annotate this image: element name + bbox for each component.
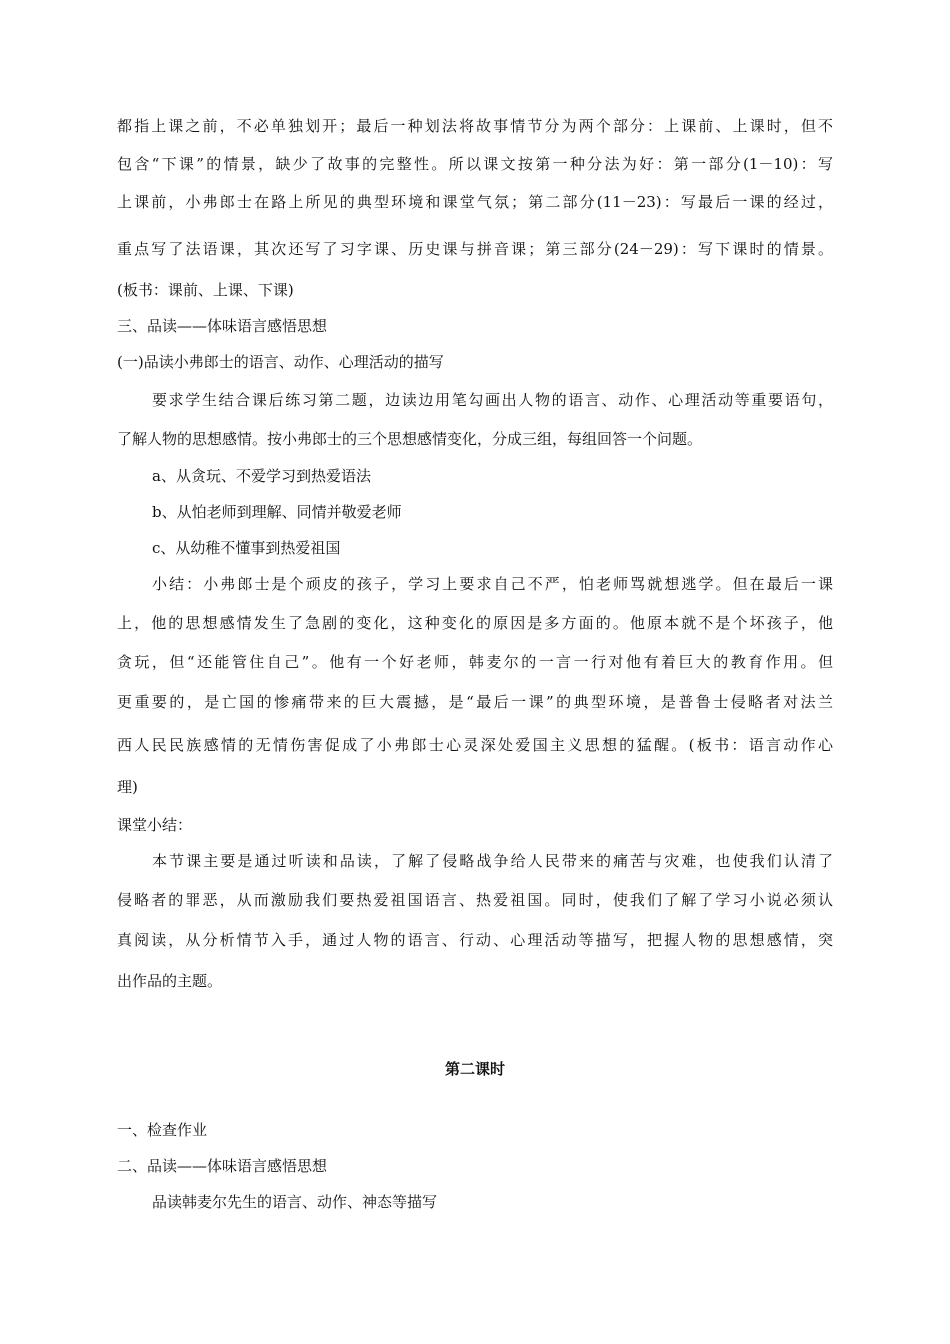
board-note-1: (板书：课前、上课、下课) [117, 281, 294, 299]
class-summary-line-3: 真阅读，从分析情节入手，通过人物的语言、行动、心理活动等描写，把握人物的思想感情，突 [117, 931, 833, 949]
section-heading-3: 三、品读——体味语言感悟思想 [117, 317, 328, 335]
class-summary-label: 课堂小结： [117, 816, 193, 834]
subsection-heading-1: (一)品读小弗郎士的语言、动作、心理活动的描写 [117, 353, 444, 371]
para1-line-2: 包含“下课”的情景，缺少了故事的完整性。所以课文按第一种分法为好：第一部分(1－10)：写 [117, 155, 833, 173]
summary-line-1: 小结：小弗郎士是个顽皮的孩子，学习上要求自己不严，怕老师骂就想逃学。但在最后一课 [152, 575, 833, 593]
para1-line-4: 重点写了法语课，其次还写了习字课、历史课与拼音课；第三部分(24－29)：写下课时的情景。 [117, 240, 833, 258]
class-summary-line-4: 出作品的主题。 [117, 972, 223, 990]
para2-line-2: 了解人物的思想感情。按小弗郎士的三个思想感情变化，分成三组，每组回答一个问题。 [117, 430, 703, 448]
summary-line-6: 理) [117, 778, 138, 796]
summary-line-4: 更重要的，是亡国的惨痛带来的巨大震撼，是“最后一课”的典型环境，是普鲁士侵略者对法兰 [117, 693, 833, 711]
summary-line-2: 上，他的思想感情发生了急剧的变化，这种变化的原因是多方面的。他原本就不是个坏孩子，他 [117, 614, 833, 632]
list-item-c: c、从幼稚不懂事到热爱祖国 [152, 539, 341, 557]
summary-line-3: 贪玩，但“还能管住自己”。他有一个好老师，韩麦尔的一言一行对他有着巨大的教育作用。但 [117, 653, 833, 671]
lesson2-item-2: 二、品读——体味语言感悟思想 [117, 1157, 328, 1175]
summary-line-5: 西人民民族感情的无情伤害促成了小弗郎士心灵深处爱国主义思想的猛醒。(板书：语言动作心 [117, 736, 833, 754]
lesson2-title: 第二课时 [444, 1060, 505, 1078]
para1-line-1: 都指上课之前，不必单独划开；最后一种划法将故事情节分为两个部分：上课前、上课时，但不 [117, 117, 833, 135]
class-summary-line-2: 侵略者的罪恶，从而激励我们要热爱祖国语言、热爱祖国。同时，使我们了解了学习小说必须认 [117, 891, 833, 909]
lesson2-item-1: 一、检查作业 [117, 1121, 208, 1139]
list-item-a: a、从贪玩、不爱学习到热爱语法 [152, 467, 371, 485]
lesson2-item-3: 品读韩麦尔先生的语言、动作、神态等描写 [152, 1193, 438, 1211]
para1-line-3: 上课前，小弗郎士在路上所见的典型环境和课堂气氛；第二部分(11－23)：写最后一课的经过， [117, 193, 833, 211]
para2-line-1: 要求学生结合课后练习第二题，边读边用笔勾画出人物的语言、动作、心理活动等重要语句， [152, 391, 833, 409]
list-item-b: b、从怕老师到理解、同情并敬爱老师 [152, 503, 402, 521]
class-summary-line-1: 本节课主要是通过听读和品读，了解了侵略战争给人民带来的痛苦与灾难，也使我们认清了 [152, 852, 833, 870]
